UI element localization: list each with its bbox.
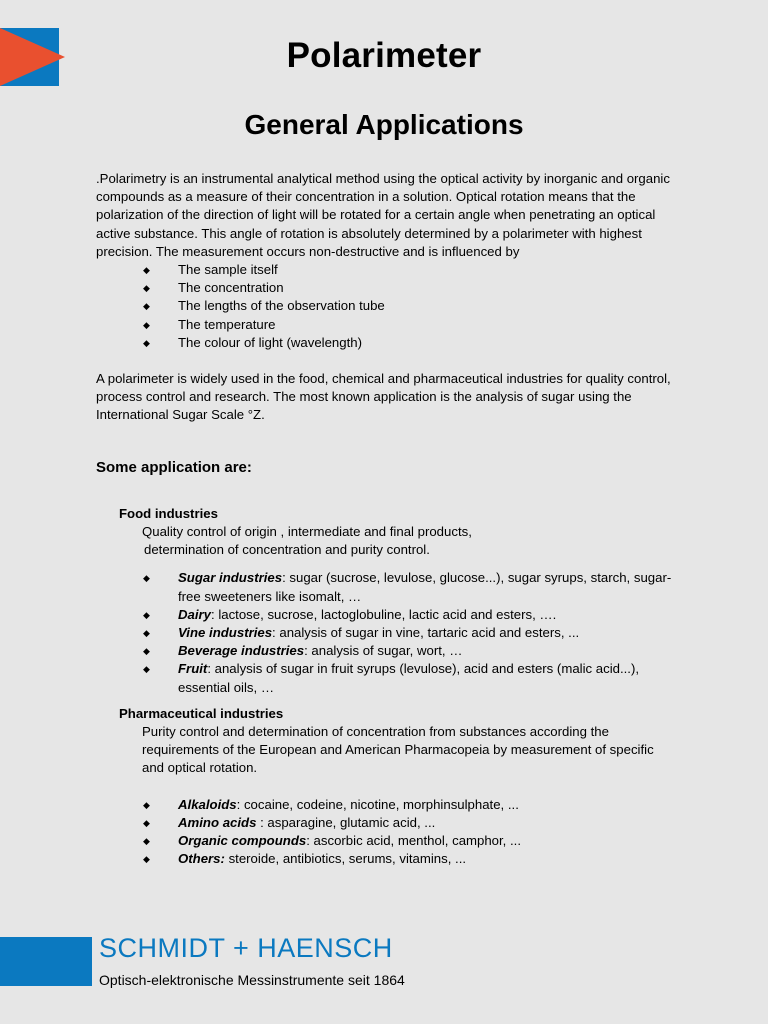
footer-tagline: Optisch-elektronische Messinstrumente seit 1864 [99, 972, 405, 988]
page-subtitle: General Applications [244, 109, 524, 140]
food-applications-list [96, 569, 676, 696]
footer-blue-bar [0, 937, 92, 986]
item-term: Amino acids [178, 814, 257, 830]
item-term: Others: [178, 851, 225, 867]
item-term: Dairy [178, 606, 211, 622]
pharma-industries-heading: Pharmaceutical industries [119, 705, 284, 721]
item-text: : lactose, sucrose, lactoglobuline, lactic acid and esters, …. [211, 606, 557, 622]
list-item [96, 850, 676, 868]
list-item [96, 796, 676, 814]
applications-heading: Some application are: [96, 458, 252, 476]
usage-paragraph: A polarimeter is widely used in the food, chemical and pharmaceutical industries for quality control, process control and research. The most known application is the analysis of sugar using the International Sugar Scale °Z. [96, 371, 671, 423]
influence-item: ◆ The lengths of the observation tube [96, 297, 676, 315]
influence-item: ◆ The colour of light (wavelength) [96, 334, 676, 352]
item-text: : analysis of sugar, wort, … [304, 643, 463, 659]
item-text: : cocaine, codeine, nicotine, morphinsulphate, ... [236, 796, 519, 812]
food-description-line2: determination of concentration and purity control. [144, 542, 430, 558]
list-item [96, 606, 676, 624]
intro-paragraph: .Polarimetry is an instrumental analytical method using the optical activity by inorganic and organic compounds as a measure of their concentration in a solution. Optical rotation means that the polarization of the direction of light will be rotated for a certain angle when penetrating an optical active substance. This angle of rotation is absolutely determined by a polarimeter with highest precision. The measurement occurs non-destructive and is influenced by [96, 171, 670, 259]
influences-list [96, 261, 676, 352]
footer-brand-name: SCHMIDT + HAENSCH [99, 933, 393, 963]
influence-item: ◆ The temperature [96, 316, 676, 334]
pharma-description: Purity control and determination of concentration from substances according the requirements of the European and American Pharmacopeia by measurement of specific and optical rotation. [142, 724, 654, 776]
list-item [96, 660, 676, 696]
influence-item: ◆ The concentration [96, 279, 676, 297]
page-title: Polarimeter [286, 36, 482, 75]
item-term: Sugar industries [178, 570, 283, 586]
food-industries-heading: Food industries [119, 505, 218, 521]
item-term: Alkaloids [178, 796, 237, 812]
influence-item: ◆ The sample itself [96, 261, 676, 279]
item-term: Vine industries [178, 625, 273, 641]
document-body [96, 170, 676, 869]
list-item [96, 624, 676, 642]
list-item [96, 814, 676, 832]
item-term: Fruit [178, 661, 208, 677]
list-item [96, 569, 676, 605]
item-term: Organic compounds [178, 833, 307, 849]
list-item [96, 642, 676, 660]
pharma-applications-list [96, 796, 676, 869]
list-item [96, 832, 676, 850]
item-text: : analysis of sugar in vine, tartaric acid and esters, ... [272, 625, 580, 641]
item-text: : ascorbic acid, menthol, camphor, ... [306, 833, 521, 849]
item-text: : asparagine, glutamic acid, ... [256, 814, 436, 830]
item-text: : sugar (sucrose, levulose, glucose...), sugar syrups, starch, sugar-free sweeteners like isomalt, … [178, 570, 672, 604]
item-text: steroide, antibiotics, serums, vitamins, ... [224, 851, 467, 867]
item-text: : analysis of sugar in fruit syrups (levulose), acid and esters (malic acid...), essential oils, … [178, 661, 640, 695]
item-term: Beverage industries [178, 643, 305, 659]
food-description-line1: Quality control of origin , intermediate and final products, [142, 524, 472, 540]
